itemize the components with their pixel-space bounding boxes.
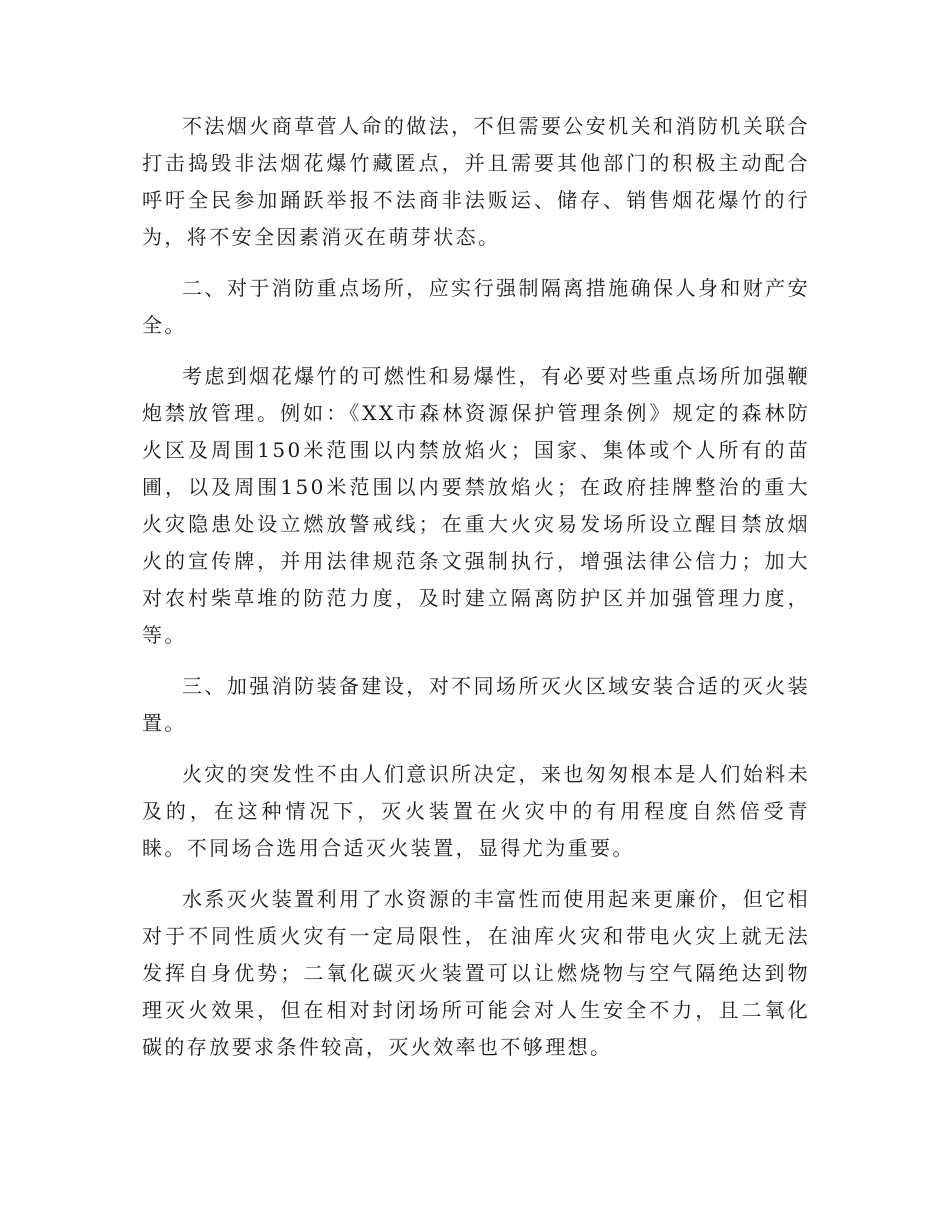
paragraph-6: 水系灭火装置利用了水资源的丰富性而使用起来更廉价，但它相对于不同性质火灾有一定局限性，在油库火灾和带电火灾上就无法发挥自身优势；二氧化碳灭火装置可以让燃烧物与空气隔绝达到物理灭火效果，但在相对封闭场所可能会对人生安全不力，且二氧化碳的存放要求条件较高，灭火效率也不够理想。 <box>142 887 810 1059</box>
document-body <box>142 108 810 1080</box>
paragraph-3: 考虑到烟花爆竹的可燃性和易爆性，有必要对些重点场所加强鞭炮禁放管理。例如：《XX市森林资源保护管理条例》规定的森林防火区及周围150米范围以内禁放焰火；国家、集体或个人所有的苗圃，以及周围150米范围以内要禁放焰火；在政府挂牌整治的重大火灾隐患处设立燃放警戒线；在重大火灾易发场所设立醒目禁放烟火的宣传牌，并用法律规范条文强制执行，增强法律公信力；加大对农村柴草堆的防范力度，及时建立隔离防护区并加强管理力度，等。 <box>142 364 810 647</box>
section-heading-3: 三、加强消防装备建设，对不同场所灭火区域安装合适的灭火装置。 <box>142 674 810 735</box>
section-heading-2: 二、对于消防重点场所，应实行强制隔离措施确保人身和财产安全。 <box>142 276 810 337</box>
paragraph-1: 不法烟火商草菅人命的做法，不但需要公安机关和消防机关联合打击捣毁非法烟花爆竹藏匿点，并且需要其他部门的积极主动配合呼吁全民参加踊跃举报不法商非法贩运、储存、销售烟花爆竹的行为，将不安全因素消灭在萌芽状态。 <box>142 114 810 249</box>
paragraph-5: 火灾的突发性不由人们意识所决定，来也匆匆根本是人们始料未及的，在这种情况下，灭火装置在火灾中的有用程度自然倍受青睐。不同场合选用合适灭火装置，显得尤为重要。 <box>142 762 810 860</box>
